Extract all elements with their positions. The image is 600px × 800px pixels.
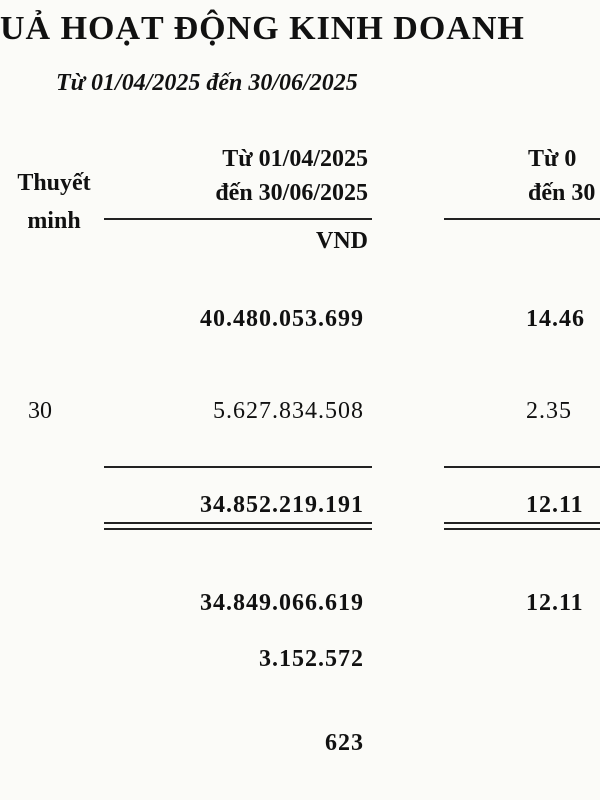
current-period-header-line1: Từ 01/04/2025 bbox=[222, 146, 368, 172]
total-double-rule-prior-bottom bbox=[444, 528, 600, 530]
header-underline-current bbox=[104, 218, 372, 220]
prior-period-header bbox=[528, 142, 595, 210]
total-double-rule-prior-top bbox=[444, 522, 600, 524]
total-double-rule-current-top bbox=[104, 522, 372, 524]
row-1-note: 30 bbox=[28, 398, 52, 424]
report-title: UẢ HOẠT ĐỘNG KINH DOANH bbox=[0, 10, 525, 47]
row-3-prior: 12.11 bbox=[526, 590, 584, 616]
row-2-current: 34.852.219.191 bbox=[200, 492, 364, 518]
row-0-current: 40.480.053.699 bbox=[200, 306, 364, 332]
note-column-header: Thuyết minh bbox=[17, 170, 91, 234]
current-period-header bbox=[215, 142, 368, 210]
row-2-prior: 12.11 bbox=[526, 492, 584, 518]
row-1-current: 5.627.834.508 bbox=[213, 398, 364, 424]
row-0-prior: 14.46 bbox=[526, 306, 585, 332]
prior-period-header-line2: đến 30 bbox=[528, 180, 596, 206]
subtotal-rule-prior bbox=[444, 466, 600, 468]
row-5-current: 623 bbox=[325, 730, 364, 756]
row-4-current: 3.152.572 bbox=[259, 646, 364, 672]
prior-period-header-line1: Từ 0 bbox=[528, 146, 577, 172]
subtotal-rule-current bbox=[104, 466, 372, 468]
row-3-current: 34.849.066.619 bbox=[200, 590, 364, 616]
current-period-header-line2: đến 30/06/2025 bbox=[215, 180, 368, 206]
currency-unit: VND bbox=[316, 228, 368, 254]
total-double-rule-current-bottom bbox=[104, 528, 372, 530]
header-underline-prior bbox=[444, 218, 600, 220]
row-1-prior: 2.35 bbox=[526, 398, 572, 424]
report-period: Từ 01/04/2025 đến 30/06/2025 bbox=[56, 70, 358, 96]
